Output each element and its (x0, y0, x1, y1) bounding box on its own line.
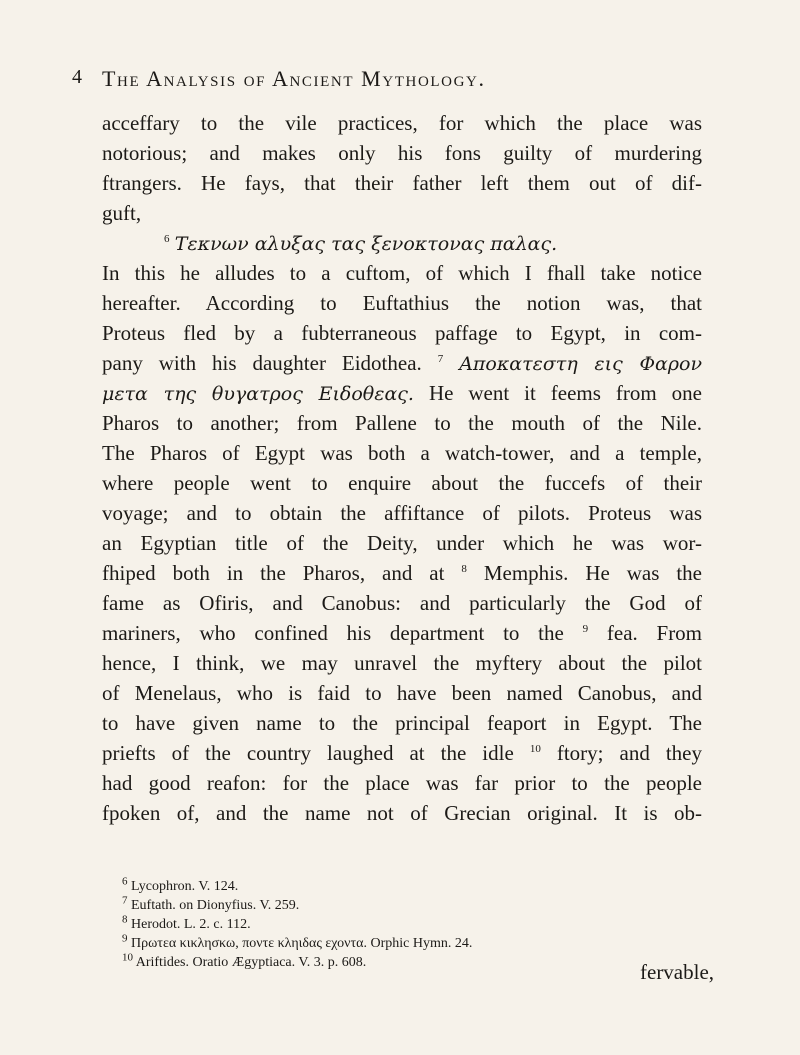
footnote-ref: 10 (529, 743, 541, 755)
text-line: Proteus fled by a fubterraneous paffage to Egypt, in com- (102, 321, 702, 345)
footnote-marker: 10 (122, 951, 133, 964)
catchword: fervable, (640, 960, 715, 984)
footnote-ref: 7 (437, 353, 444, 365)
text-line: In this he alludes to a cuftom, of which I fhall take notice (102, 261, 702, 285)
text-segment: pany with his daughter Eidothea. (102, 351, 422, 375)
text-line (102, 348, 702, 378)
footnote (102, 953, 702, 972)
running-head (72, 66, 732, 92)
footnote-marker: 9 (122, 932, 128, 945)
text-line: hence, I think, we may unravel the myftery about the pilot (102, 651, 702, 675)
footnote-text: Lycophron. V. 124. (131, 879, 239, 894)
footnote-text: Ariftides. Oratio Ægyptiaca. V. 3. p. 608. (135, 955, 367, 970)
greek-phrase: Αποκατεστη εις Φαρον (459, 353, 703, 375)
footnote (102, 877, 702, 896)
text-line: an Egyptian title of the Deity, under which he was wor- (102, 531, 702, 555)
footnote-text: Herodot. L. 2. c. 112. (131, 917, 251, 932)
text-line: hereafter. According to Euftathius the notion was, that (102, 291, 702, 315)
greek-quote-line (102, 228, 702, 258)
text-line: fpoken of, and the name not of Grecian original. It is ob- (102, 801, 702, 825)
text-line: where people went to enquire about the fuccefs of their (102, 471, 702, 495)
text-line: The Pharos of Egypt was both a watch-tower, and a temple, (102, 441, 702, 465)
text-line: fame as Ofiris, and Canobus: and particularly the God of (102, 591, 702, 615)
text-line: ftrangers. He fays, that their father left them out of dif- (102, 171, 702, 195)
text-segment: ftory; and they (556, 741, 702, 765)
footnote-marker: 6 (122, 875, 128, 888)
greek-phrase: μετα της θυγατρος Ειδοθεας. (102, 383, 414, 405)
running-title: The Analysis of Ancient Mythology. (102, 66, 486, 91)
text-segment: He went it feems from one (428, 381, 703, 405)
footnotes (102, 877, 702, 972)
text-segment: priefts of the country laughed at the idle (102, 741, 514, 765)
footnote-marker: 7 (122, 894, 128, 907)
text-segment: fea. From (606, 621, 703, 645)
footnote-marker: 8 (122, 913, 128, 926)
text-segment: Memphis. He was the (483, 561, 703, 585)
text-segment: mariners, who confined his department to the (102, 621, 564, 645)
text-segment: fhiped both in the Pharos, and at (102, 561, 445, 585)
text-line: acceffary to the vile practices, for which the place was (102, 111, 702, 135)
greek-quote: Τεκνων αλυξας τας ξενοκτονας παλας. (174, 233, 558, 255)
footnote-ref: 6 (164, 233, 170, 245)
page-number: 4 (72, 66, 84, 88)
text-line: notorious; and makes only his fons guilty of murdering (102, 141, 702, 165)
footnote (102, 915, 702, 934)
text-line (102, 378, 702, 408)
text-line: voyage; and to obtain the affiftance of pilots. Proteus was (102, 501, 702, 525)
body-text (102, 108, 702, 828)
footnote-ref: 8 (461, 563, 467, 575)
text-line: to have given name to the principal feaport in Egypt. The (102, 711, 702, 735)
text-line: had good reafon: for the place was far prior to the people (102, 771, 702, 795)
text-line: of Menelaus, who is faid to have been named Canobus, and (102, 681, 702, 705)
text-line (102, 558, 702, 588)
footnote (102, 934, 702, 953)
footnote-ref: 9 (582, 623, 589, 635)
text-line: guft, (102, 201, 142, 225)
text-line: Pharos to another; from Pallene to the mouth of the Nile. (102, 411, 702, 435)
footnote-text: Euftath. on Dionyfius. V. 259. (131, 898, 300, 913)
text-line (102, 738, 702, 768)
text-line (102, 618, 702, 648)
footnote-text: Πρωτεα κικλησκω, ποντε κληιδας εχοντα. Orphic Hymn. 24. (131, 936, 473, 951)
footnote (102, 896, 702, 915)
